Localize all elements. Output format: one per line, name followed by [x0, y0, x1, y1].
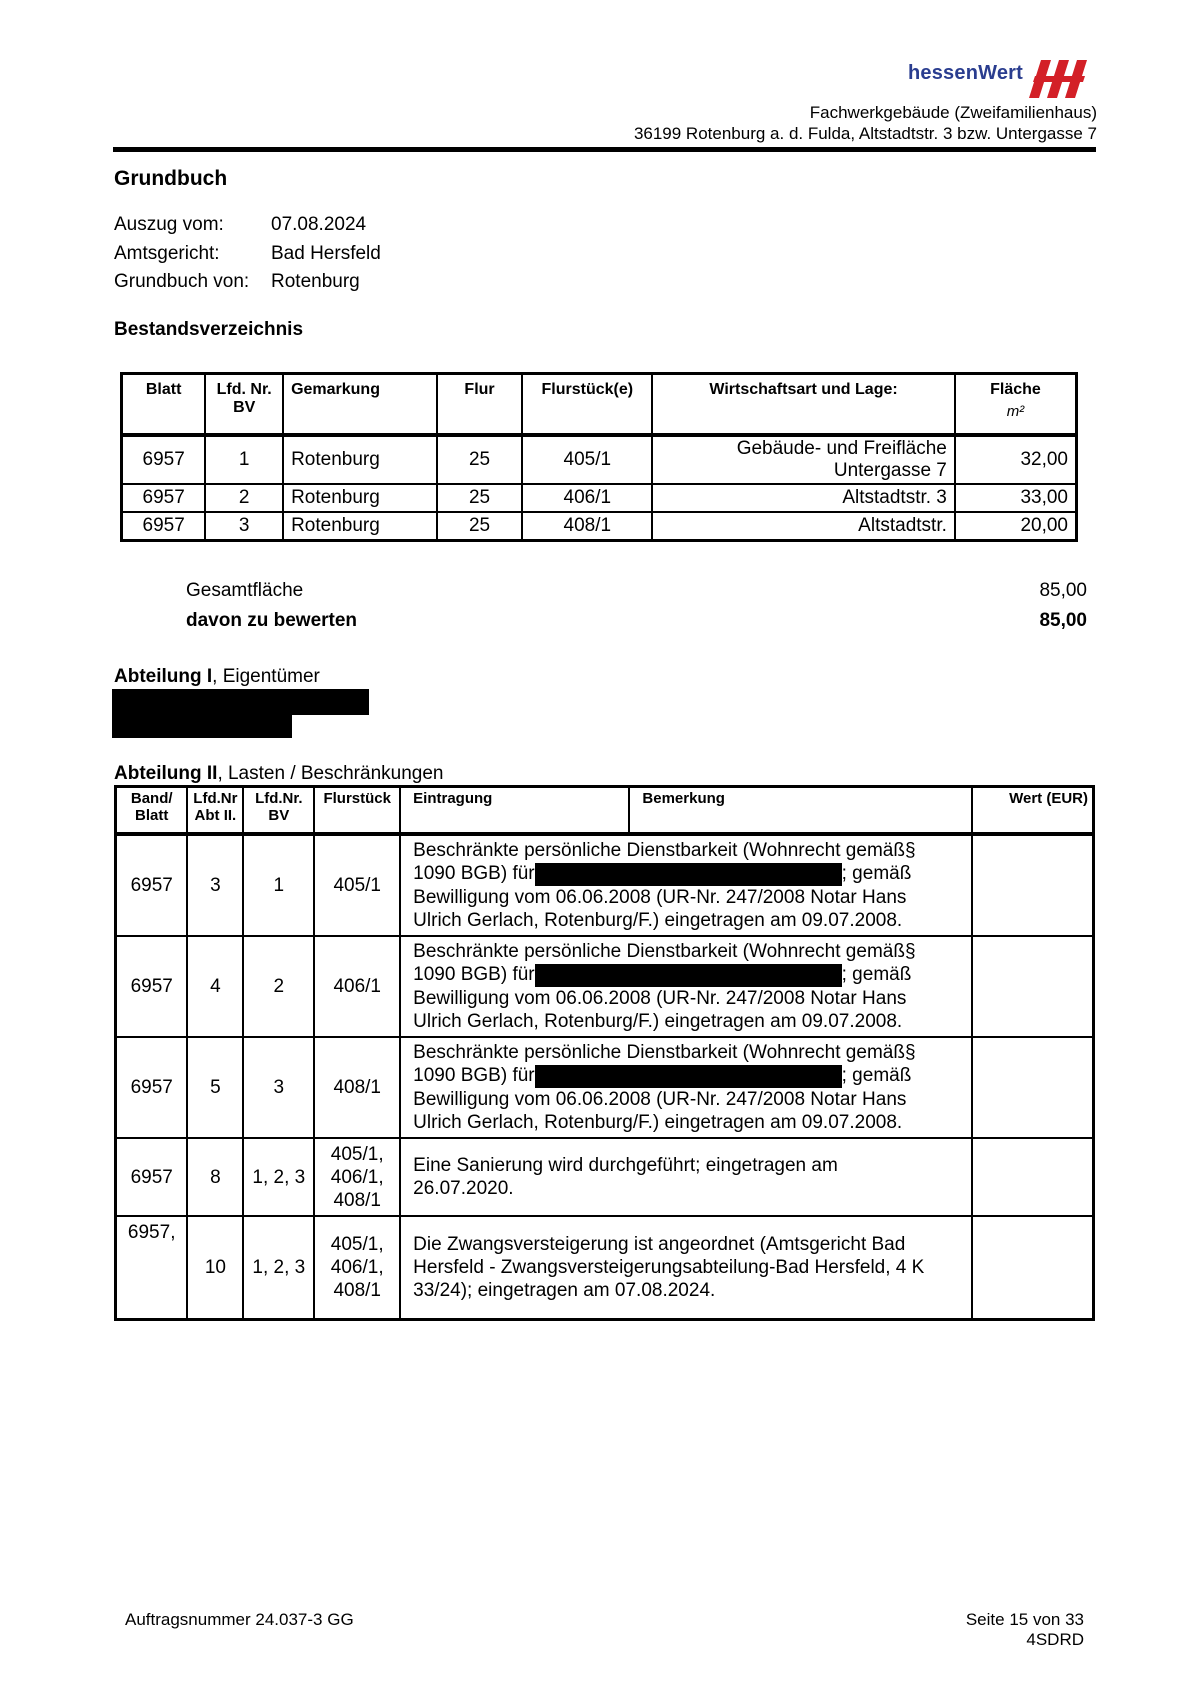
- eintragung-line: 1090 BGB) für: [413, 964, 535, 986]
- gesamtflaeche-value: 85,00: [1039, 580, 1087, 601]
- col-header-lfd-abt: [187, 787, 243, 835]
- eintragung-line: 1090 BGB) für: [413, 863, 535, 885]
- gesamtflaeche-label: Gesamtfläche: [186, 580, 304, 601]
- logo-text: hessenWert: [907, 62, 1023, 84]
- cell-gemarkung: Rotenburg: [283, 435, 437, 484]
- cell-blatt: 6957: [122, 435, 206, 484]
- cell-wert: [972, 834, 1093, 936]
- abteilung-1-title-rest: , Eigentümer: [212, 666, 320, 687]
- col-header-lfd-bv-line1: Lfd.Nr.: [255, 790, 303, 807]
- eintragung-line: Die Zwangsversteigerung ist angeordnet (Amtsgericht Bad: [413, 1234, 906, 1255]
- footer-order-number: Auftragsnummer 24.037-3 GG: [125, 1610, 354, 1629]
- col-header-flaeche: [955, 374, 1077, 436]
- col-header-lfd-bv-line2: BV: [268, 807, 290, 824]
- col-header-lfd-abt-line2: Abt II.: [194, 807, 237, 824]
- cell-lfd: 1: [205, 435, 283, 484]
- col-header-lfd: [205, 374, 283, 436]
- cell-flurstueck: 406/1: [314, 936, 400, 1037]
- cell-flur: 25: [437, 512, 523, 541]
- eintragung-line: Bewilligung vom 06.06.2008 (UR-Nr. 247/2008 Notar Hans: [413, 1088, 907, 1110]
- col-header-band-blatt: [116, 787, 188, 835]
- table-row: [116, 1216, 1094, 1320]
- redaction-bar: [535, 1065, 842, 1088]
- info-value-amtsgericht: Bad Hersfeld: [271, 243, 381, 264]
- header-object-description: Fachwerkgebäude (Zweifamilienhaus): [809, 103, 1097, 122]
- cell-flur: 25: [437, 484, 523, 512]
- abteilung-1-title-bold: Abteilung I: [114, 666, 213, 687]
- cell-wert: [972, 1216, 1093, 1320]
- cell-lfd: 8: [187, 1138, 243, 1216]
- eintragung-line: Beschränkte persönliche Dienstbarkeit (Wohnrecht gemäß§: [413, 840, 916, 862]
- cell-wert: [972, 1138, 1093, 1216]
- redaction-bar: [112, 689, 369, 715]
- redaction-bar: [112, 713, 292, 738]
- eintragung-line: ; gemäß: [841, 1065, 912, 1087]
- cell-lfd: 2: [205, 484, 283, 512]
- abteilung-2-title-bold: Abteilung II: [114, 763, 218, 784]
- col-header-lfd-abt-line1: Lfd.Nr: [193, 790, 238, 807]
- eintragung-line: Ulrich Gerlach, Rotenburg/F.) eingetragen am 09.07.2008.: [413, 909, 903, 931]
- eintragung-line: Bewilligung vom 06.06.2008 (UR-Nr. 247/2008 Notar Hans: [413, 886, 907, 908]
- table-header-row: [116, 787, 1094, 835]
- bestand-table: [120, 372, 1078, 542]
- cell-bv: 2: [243, 936, 314, 1037]
- eintragung-line: 33/24); eingetragen am 07.08.2024.: [413, 1280, 716, 1301]
- zu-bewerten-label: davon zu bewerten: [186, 610, 358, 631]
- cell-eintragung: [400, 834, 972, 936]
- cell-wert: [972, 1037, 1093, 1138]
- cell-bv: 1: [243, 834, 314, 936]
- table-row: [116, 1138, 1094, 1216]
- eintragung-line: Ulrich Gerlach, Rotenburg/F.) eingetragen am 09.07.2008.: [413, 1111, 903, 1133]
- col-header-flaeche-unit: m²: [1006, 403, 1025, 420]
- eintragung-line: 26.07.2020.: [413, 1178, 514, 1199]
- cell-bv: 1, 2, 3: [243, 1138, 314, 1216]
- cell-blatt: 6957: [122, 512, 206, 541]
- cell-flaeche: 20,00: [955, 512, 1077, 541]
- col-header-wirtschaftsart: Wirtschaftsart und Lage:: [652, 374, 955, 436]
- abteilung-1-title: [114, 666, 320, 688]
- col-header-wert: Wert (EUR): [972, 787, 1093, 835]
- table-header-row: [122, 374, 1077, 436]
- flurstueck-line: 405/1,: [330, 1143, 384, 1165]
- cell-wirtschaftsart: Altstadtstr.: [652, 512, 955, 541]
- cell-wirtschaftsart: [652, 435, 955, 484]
- col-header-flur: Flur: [437, 374, 523, 436]
- col-header-band-line1: Band/: [130, 790, 173, 807]
- logo-mark-icon: [1025, 60, 1095, 100]
- cell-lfd: 3: [187, 834, 243, 936]
- cell-bv: 1, 2, 3: [243, 1216, 314, 1320]
- lasten-table: [114, 785, 1095, 1321]
- cell-wirtschaftsart: Altstadtstr. 3: [652, 484, 955, 512]
- cell-eintragung: [400, 1037, 972, 1138]
- footer-document-code: 4SDRD: [1026, 1630, 1084, 1649]
- header-divider: [113, 147, 1096, 152]
- footer-page-number: Seite 15 von 33: [965, 1610, 1084, 1629]
- cell-wirtschaftsart-line2: Untergasse 7: [833, 460, 947, 481]
- col-header-flaeche-label: Fläche: [990, 381, 1041, 398]
- cell-flurstueck: 405/1: [314, 834, 400, 936]
- col-header-eintragung: Eintragung: [400, 787, 629, 835]
- table-row: [122, 484, 1077, 512]
- company-logo: [835, 60, 1095, 100]
- cell-flurstueck: 408/1: [522, 512, 652, 541]
- col-header-flurstueck: Flurstück(e): [522, 374, 652, 436]
- page-title: Grundbuch: [114, 167, 228, 190]
- info-label-grundbuch: Grundbuch von:: [114, 271, 250, 292]
- info-label-amtsgericht: Amtsgericht:: [114, 243, 220, 264]
- col-header-band-line2: Blatt: [135, 807, 169, 824]
- zu-bewerten-value: 85,00: [1039, 610, 1087, 631]
- col-header-lfd-bv: [243, 787, 314, 835]
- info-label-auszug: Auszug vom:: [114, 214, 224, 235]
- cell-flurstueck: [314, 1216, 400, 1320]
- table-row: [122, 435, 1077, 484]
- cell-lfd: 10: [187, 1216, 243, 1320]
- col-header-gemarkung: Gemarkung: [283, 374, 437, 436]
- cell-gemarkung: Rotenburg: [283, 484, 437, 512]
- col-header-lfd-line2: BV: [233, 399, 256, 416]
- eintragung-line: ; gemäß: [841, 964, 912, 986]
- cell-flurstueck: 405/1: [522, 435, 652, 484]
- cell-lfd: 4: [187, 936, 243, 1037]
- col-header-blatt: Blatt: [122, 374, 206, 436]
- cell-eintragung: [400, 1138, 972, 1216]
- redaction-bar: [535, 863, 842, 886]
- cell-band: 6957: [116, 1037, 188, 1138]
- flurstueck-line: 406/1,: [330, 1166, 384, 1188]
- cell-blatt: 6957: [122, 484, 206, 512]
- info-value-grundbuch: Rotenburg: [271, 271, 360, 292]
- abteilung-2-title: [114, 763, 443, 785]
- col-header-flurstueck: Flurstück: [314, 787, 400, 835]
- col-header-lfd-line1: Lfd. Nr.: [216, 381, 272, 398]
- eintragung-line: Eine Sanierung wird durchgeführt; eingetragen am: [413, 1155, 838, 1176]
- cell-flaeche: 33,00: [955, 484, 1077, 512]
- eintragung-line: Hersfeld - Zwangsversteigerungsabteilung-Bad Hersfeld, 4 K: [413, 1257, 925, 1278]
- col-header-bemerkung: Bemerkung: [629, 787, 972, 835]
- cell-band: 6957,: [116, 1216, 188, 1320]
- table-row: [122, 512, 1077, 541]
- eintragung-line: Beschränkte persönliche Dienstbarkeit (Wohnrecht gemäß§: [413, 941, 916, 963]
- flurstueck-line: 406/1,: [330, 1257, 384, 1278]
- eintragung-line: ; gemäß: [841, 863, 912, 885]
- cell-flurstueck: 406/1: [522, 484, 652, 512]
- cell-band: 6957: [116, 1138, 188, 1216]
- info-value-auszug: 07.08.2024: [271, 214, 367, 235]
- eintragung-line: Ulrich Gerlach, Rotenburg/F.) eingetragen am 09.07.2008.: [413, 1010, 903, 1032]
- cell-band: 6957: [116, 834, 188, 936]
- cell-flurstueck: [314, 1138, 400, 1216]
- cell-lfd: 3: [205, 512, 283, 541]
- cell-bv: 3: [243, 1037, 314, 1138]
- table-row: [116, 1037, 1094, 1138]
- cell-eintragung: [400, 1216, 972, 1320]
- flurstueck-line: 408/1: [333, 1189, 381, 1211]
- cell-band: 6957: [116, 936, 188, 1037]
- cell-wert: [972, 936, 1093, 1037]
- flurstueck-line: 405/1,: [330, 1234, 384, 1255]
- eintragung-line: Beschränkte persönliche Dienstbarkeit (Wohnrecht gemäß§: [413, 1042, 916, 1064]
- eintragung-line: 1090 BGB) für: [413, 1065, 535, 1087]
- eintragung-line: Bewilligung vom 06.06.2008 (UR-Nr. 247/2008 Notar Hans: [413, 987, 907, 1009]
- table-row: [116, 834, 1094, 936]
- redaction-bar: [535, 964, 842, 987]
- cell-eintragung: [400, 936, 972, 1037]
- cell-flurstueck: 408/1: [314, 1037, 400, 1138]
- cell-wirtschaftsart-line1: Gebäude- und Freifläche: [736, 438, 947, 459]
- abteilung-2-title-rest: , Lasten / Beschränkungen: [217, 763, 444, 784]
- header-address: 36199 Rotenburg a. d. Fulda, Altstadtstr. 3 bzw. Untergasse 7: [633, 124, 1097, 143]
- bestand-title: Bestandsverzeichnis: [114, 319, 304, 340]
- table-row: [116, 936, 1094, 1037]
- cell-gemarkung: Rotenburg: [283, 512, 437, 541]
- flurstueck-line: 408/1: [333, 1280, 381, 1301]
- cell-flaeche: 32,00: [955, 435, 1077, 484]
- cell-lfd: 5: [187, 1037, 243, 1138]
- cell-flur: 25: [437, 435, 523, 484]
